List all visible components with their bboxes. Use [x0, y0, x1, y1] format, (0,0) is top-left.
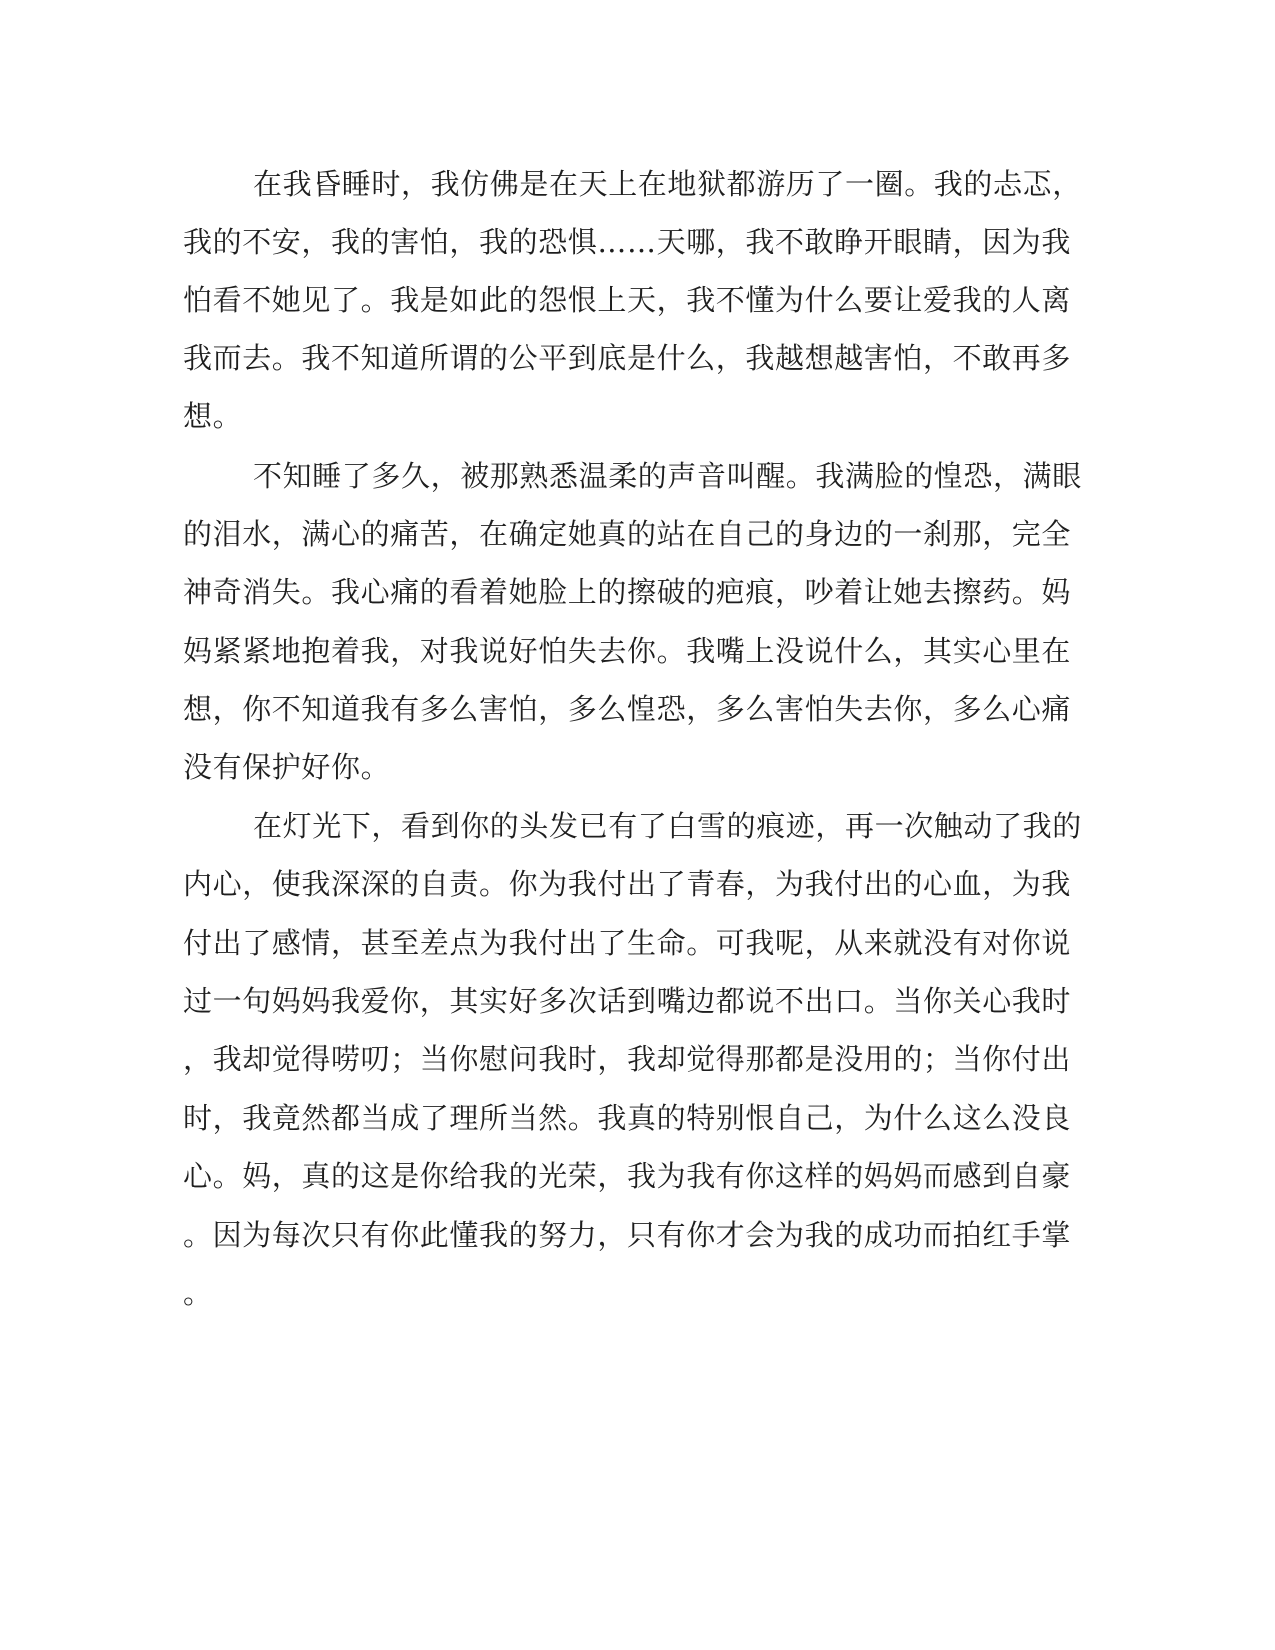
- paragraph-3-line-1: 在灯光下，看到你的头发已有了白雪的痕迹，再一次触动了我的: [253, 809, 1082, 843]
- paragraph-2-line-1: 不知睡了多久，被那熟悉温柔的声音叫醒。我满脸的惶恐，满眼: [253, 459, 1082, 493]
- paragraph-2-line-4: 妈紧紧地抱着我，对我说好怕失去你。我嘴上没说什么，其实心里在: [183, 634, 1072, 668]
- paragraph-1-line-4: 我而去。我不知道所谓的公平到底是什么，我越想越害怕，不敢再多: [183, 341, 1072, 375]
- paragraph-3-line-8: 。因为每次只有你此懂我的努力，只有你才会为我的成功而拍红手掌: [183, 1218, 1072, 1252]
- paragraph-1-line-1: 在我昏睡时，我仿佛是在天上在地狱都游历了一圈。我的忐忑，: [253, 167, 1082, 201]
- paragraph-3-line-6: 时，我竟然都当成了理所当然。我真的特别恨自己，为什么这么没良: [183, 1101, 1072, 1135]
- paragraph-1-line-2: 我的不安，我的害怕，我的恐惧……天哪，我不敢睁开眼睛，因为我: [183, 225, 1072, 259]
- paragraph-3-line-2: 内心，使我深深的自责。你为我付出了青春，为我付出的心血，为我: [183, 867, 1072, 901]
- paragraph-3-line-7: 心。妈，真的这是你给我的光荣，我为我有你这样的妈妈而感到自豪: [183, 1159, 1072, 1193]
- paragraph-3-line-4: 过一句妈妈我爱你，其实好多次话到嘴边都说不出口。当你关心我时: [183, 984, 1072, 1018]
- paragraph-3-line-9: 。: [183, 1276, 213, 1310]
- paragraph-1-line-3: 怕看不她见了。我是如此的怨恨上天，我不懂为什么要让爱我的人离: [183, 283, 1072, 317]
- paragraph-2-line-3: 神奇消失。我心痛的看着她脸上的擦破的疤痕，吵着让她去擦药。妈: [183, 575, 1072, 609]
- paragraph-2-line-2: 的泪水，满心的痛苦，在确定她真的站在自己的身边的一刹那，完全: [183, 517, 1072, 551]
- paragraph-3-line-5: ，我却觉得唠叨；当你慰问我时，我却觉得那都是没用的；当你付出: [183, 1042, 1072, 1076]
- paragraph-3-line-3: 付出了感情，甚至差点为我付出了生命。可我呢，从来就没有对你说: [183, 926, 1072, 960]
- paragraph-2-line-6: 没有保护好你。: [183, 750, 391, 784]
- paragraph-2-line-5: 想，你不知道我有多么害怕，多么惶恐，多么害怕失去你，多么心痛: [183, 692, 1072, 726]
- paragraph-1-line-5: 想。: [183, 399, 243, 433]
